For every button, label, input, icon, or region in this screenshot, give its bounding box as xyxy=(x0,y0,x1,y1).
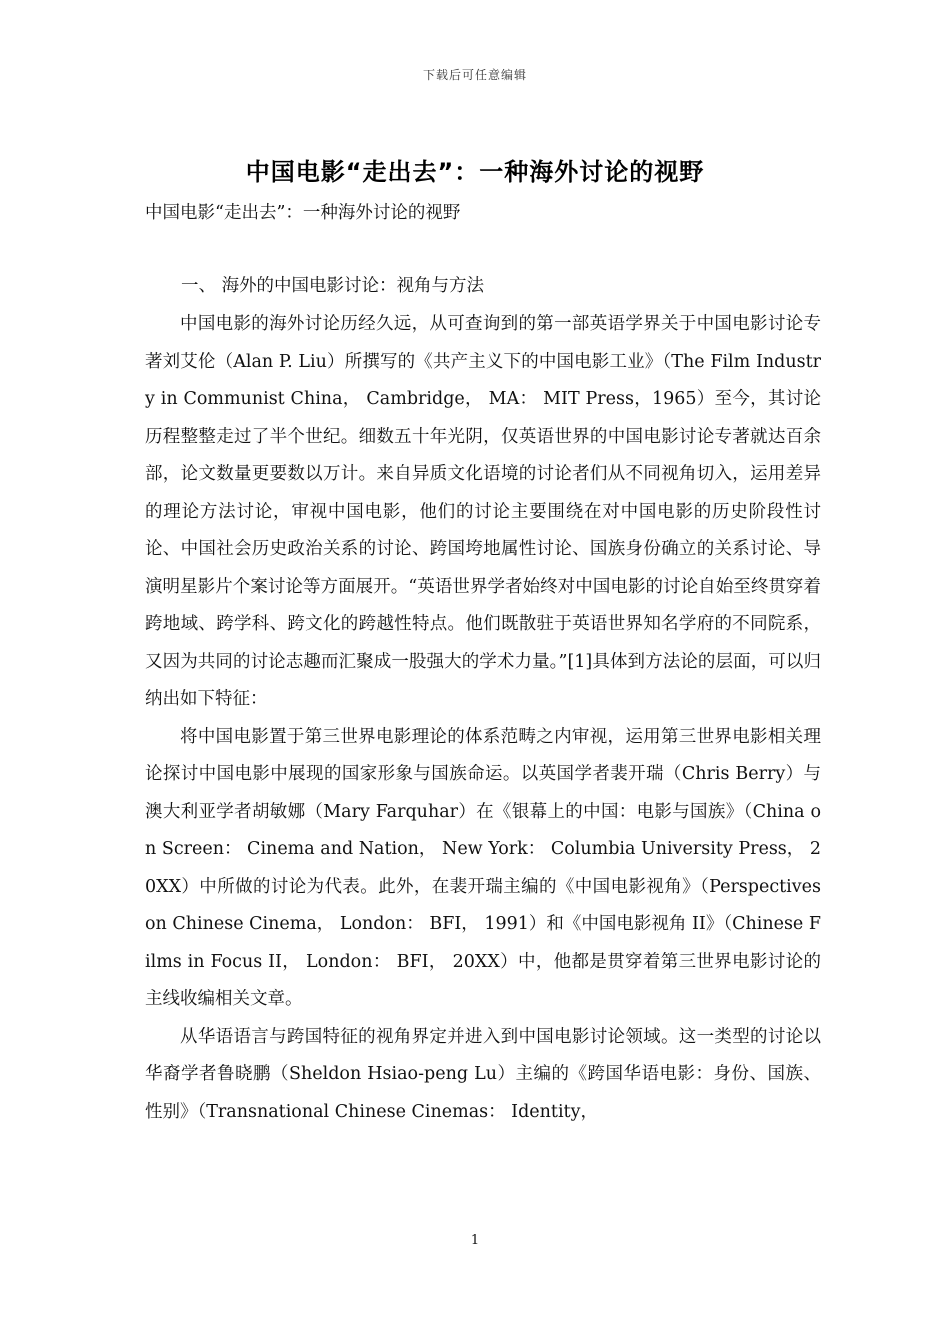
section-heading: 一、 海外的中国电影讨论：视角与方法 xyxy=(181,276,485,296)
paragraph: 中国电影的海外讨论历经久远，从可查询到的第一部英语学界关于中国电影讨论专著刘艾伦（Alan P. Liu）所撰写的《共产主义下的中国电影工业》（The Film Industry in Communist China， Cambridge， MA： MIT Press，1965）至今，其讨论历程整整走过了半个世纪。细数五十年光阴，仅英语世界的中国电影讨论专著就达百余部，论文数量更要数以万计。来自异质文化语境的讨论者们从不同视角切入，运用差异的理论方法讨论，审视中国电影，他们的讨论主要围绕在对中国电影的历史阶段性讨论、中国社会历史政治关系的讨论、跨国垮地属性讨论、国族身份确立的关系讨论、导演明星影片个案讨论等方面展开。“英语世界学者始终对中国电影的讨论自始至终贯穿着跨地域、跨学科、跨文化的跨越性特点。他们既散驻于英语世界知名学府的不同院系，又因为共同的讨论志趣而汇聚成一股强大的学术力量。”[1]具体到方法论的层面，可以归纳出如下特征： xyxy=(145,314,821,709)
paragraph: 将中国电影置于第三世界电影理论的体系范畴之内审视，运用第三世界电影相关理论探讨中国电影中展现的国家形象与国族命运。以英国学者裴开瑞（Chris Berry）与澳大利亚学者胡敏娜（Mary Farquhar）在《银幕上的中国：电影与国族》（China on Screen： Cinema and Nation， New York： Columbia University Press， 20XX）中所做的讨论为代表。此外，在裴开瑞主编的《中国电影视角》（Perspectives on Chinese Cinema， London： BFI， 1991）和《中国电影视角 II》（Chinese Films in Focus II， London： BFI， 20XX）中，他都是贯穿着第三世界电影讨论的主线收编相关文章。 xyxy=(145,726,821,1009)
document-title: 中国电影“走出去”：一种海外讨论的视野 xyxy=(245,158,705,186)
paragraph: 从华语语言与跨国特征的视角界定并进入到中国电影讨论领域。这一类型的讨论以华裔学者鲁晓鹏（Sheldon Hsiao-peng Lu）主编的《跨国华语电影：身份、国族、性别》（Transnational Chinese Cinemas： Identity， xyxy=(145,1026,821,1122)
page-number: 1 xyxy=(470,1233,480,1248)
document-body xyxy=(145,306,821,1131)
document-subtitle: 中国电影“走出去”：一种海外讨论的视野 xyxy=(145,203,461,223)
page-header: 下载后可任意编辑 xyxy=(422,68,527,82)
